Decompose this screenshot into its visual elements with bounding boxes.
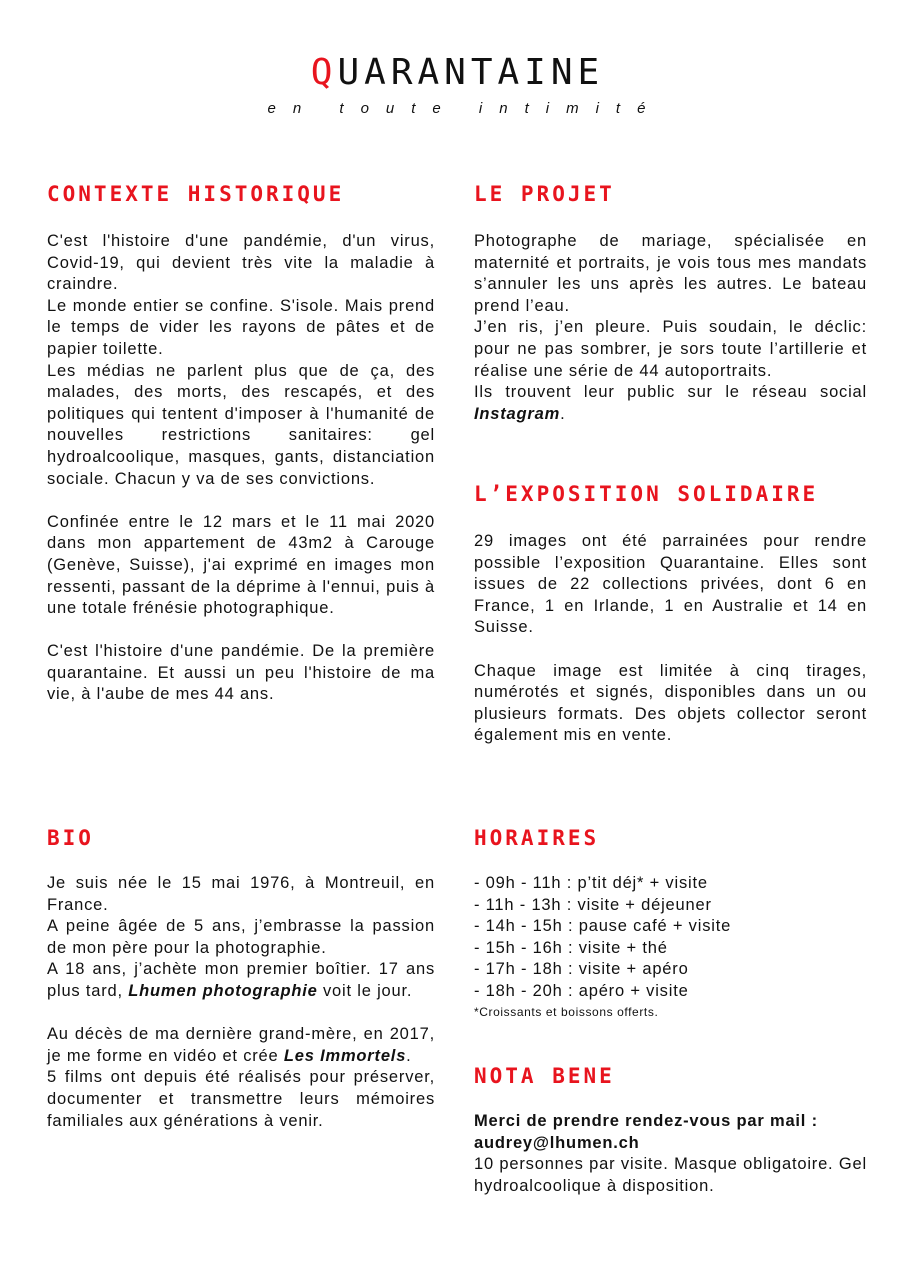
- horaires-item: - 18h - 20h : apéro + visite: [474, 981, 689, 1000]
- section-nota-bene: [474, 1063, 867, 1197]
- horaires-item: - 14h - 15h : pause café + visite: [474, 917, 732, 936]
- bio-p3-text: A 18 ans, j’achète mon premier boîtier. 17 ans plus tard,: [47, 960, 435, 1000]
- bio-heading: BIO: [47, 826, 94, 850]
- bio-paragraph-5: 5 films ont depuis été réalisés pour préserver, documenter et transmettre leurs mémoires familiales aux générations à venir.: [47, 1068, 435, 1130]
- projet-paragraph-1: Photographe de mariage, spécialisée en maternité et portraits, je vois tous mes mandats s’annuler les uns après les autres. Le bateau prend l’eau.: [474, 232, 867, 315]
- projet-paragraph-2: J’en ris, j’en pleure. Puis soudain, le déclic: pour ne pas sombrer, je sors toute l’artillerie et réalise une série de 44 autoportraits.: [474, 318, 867, 380]
- horaires-footnote: *Croissants et boissons offerts.: [474, 1004, 659, 1019]
- section-horaires: [474, 825, 867, 1021]
- contexte-heading: CONTEXTE HISTORIQUE: [47, 182, 345, 206]
- bio-p4-text: Au décès de ma dernière grand-mère, en 2017, je me forme en vidéo et crée: [47, 1025, 435, 1065]
- title-initial: Q: [310, 52, 338, 93]
- projet-p3-end: .: [560, 404, 566, 423]
- projet-heading: LE PROJET: [474, 182, 615, 206]
- contexte-paragraph-4: Confinée entre le 12 mars et le 11 mai 2020 dans mon appartement de 43m2 à Carouge (Genève, Suisse), j'ai exprimé en images mon ressenti, passant de la déprime à l'ennui, puis à une totale frénésie photographique.: [47, 512, 435, 618]
- page-title: [0, 52, 915, 93]
- nota-text: 10 personnes par visite. Masque obligatoire. Gel hydroalcoolique à disposition.: [474, 1155, 867, 1195]
- bio-p4-end: .: [406, 1046, 412, 1065]
- bio-paragraph-4: [47, 1024, 435, 1067]
- projet-paragraph-3: [474, 382, 867, 425]
- projet-p3-text: Ils trouvent leur public sur le réseau social: [474, 383, 867, 402]
- projet-instagram: Instagram: [474, 404, 561, 423]
- page-subtitle: en toute intimité: [267, 100, 663, 117]
- contexte-paragraph-1: C'est l'histoire d'une pandémie, d'un virus, Covid-19, qui devient très vite la maladie à craindre.: [47, 232, 435, 294]
- horaires-item: - 11h - 13h : visite + déjeuner: [474, 895, 712, 914]
- contexte-paragraph-2: Le monde entier se confine. S'isole. Mais prend le temps de vider les rayons de pâtes et de papier toilette.: [47, 296, 435, 358]
- horaires-item: - 17h - 18h : visite + apéro: [474, 960, 689, 979]
- contexte-paragraph-3: Les médias ne parlent plus que de ça, des malades, des morts, des rescapés, et des politiques qui tentent d'imposer à l'humanité de nouvelles restrictions sanitaires: gel hydroalcoolique, masques, gants, distanciation sociale. Chacun y va de ses convictions.: [47, 361, 435, 488]
- bio-paragraph-3: [47, 959, 435, 1002]
- bio-paragraph-1: Je suis née le 15 mai 1976, à Montreuil, en France.: [47, 874, 435, 914]
- title-rest: UARANTAINE: [337, 52, 605, 93]
- nota-heading: NOTA BENE: [474, 1064, 615, 1088]
- horaires-item: - 15h - 16h : visite + thé: [474, 938, 668, 957]
- bio-project-name: Les Immortels: [283, 1046, 407, 1065]
- horaires-item: - 09h - 11h : p’tit déj* + visite: [474, 874, 708, 892]
- nota-appointment: Merci de prendre rendez-vous par mail : audrey@lhumen.ch: [474, 1112, 818, 1152]
- contexte-paragraph-5: C'est l'histoire d'une pandémie. De la première quarantaine. Et aussi un peu l'histoire de ma vie, à l'aube de mes 44 ans.: [47, 642, 435, 704]
- section-projet: [474, 181, 867, 425]
- exposition-heading: L’EXPOSITION SOLIDAIRE: [474, 482, 819, 506]
- bio-p3-end: voit le jour.: [317, 981, 413, 1000]
- exposition-paragraph-1: 29 images ont été parrainées pour rendre possible l’exposition Quarantaine. Elles sont issues de 22 collections privées, dont 6 en France, 1 en Irlande, 1 en Australie et 14 en Suisse.: [474, 532, 867, 637]
- bio-brand-name: Lhumen photographie: [128, 981, 318, 1000]
- horaires-heading: HORAIRES: [474, 826, 600, 850]
- bio-paragraph-2: A peine âgée de 5 ans, j’embrasse la passion de mon père pour la photographie.: [47, 917, 435, 957]
- section-exposition: [474, 481, 867, 747]
- section-contexte: [47, 181, 435, 706]
- exposition-paragraph-2: Chaque image est limitée à cinq tirages, numérotés et signés, disponibles dans un ou plusieurs formats. Des objets collector seront également mis en vente.: [474, 661, 867, 745]
- section-bio: [47, 825, 435, 1132]
